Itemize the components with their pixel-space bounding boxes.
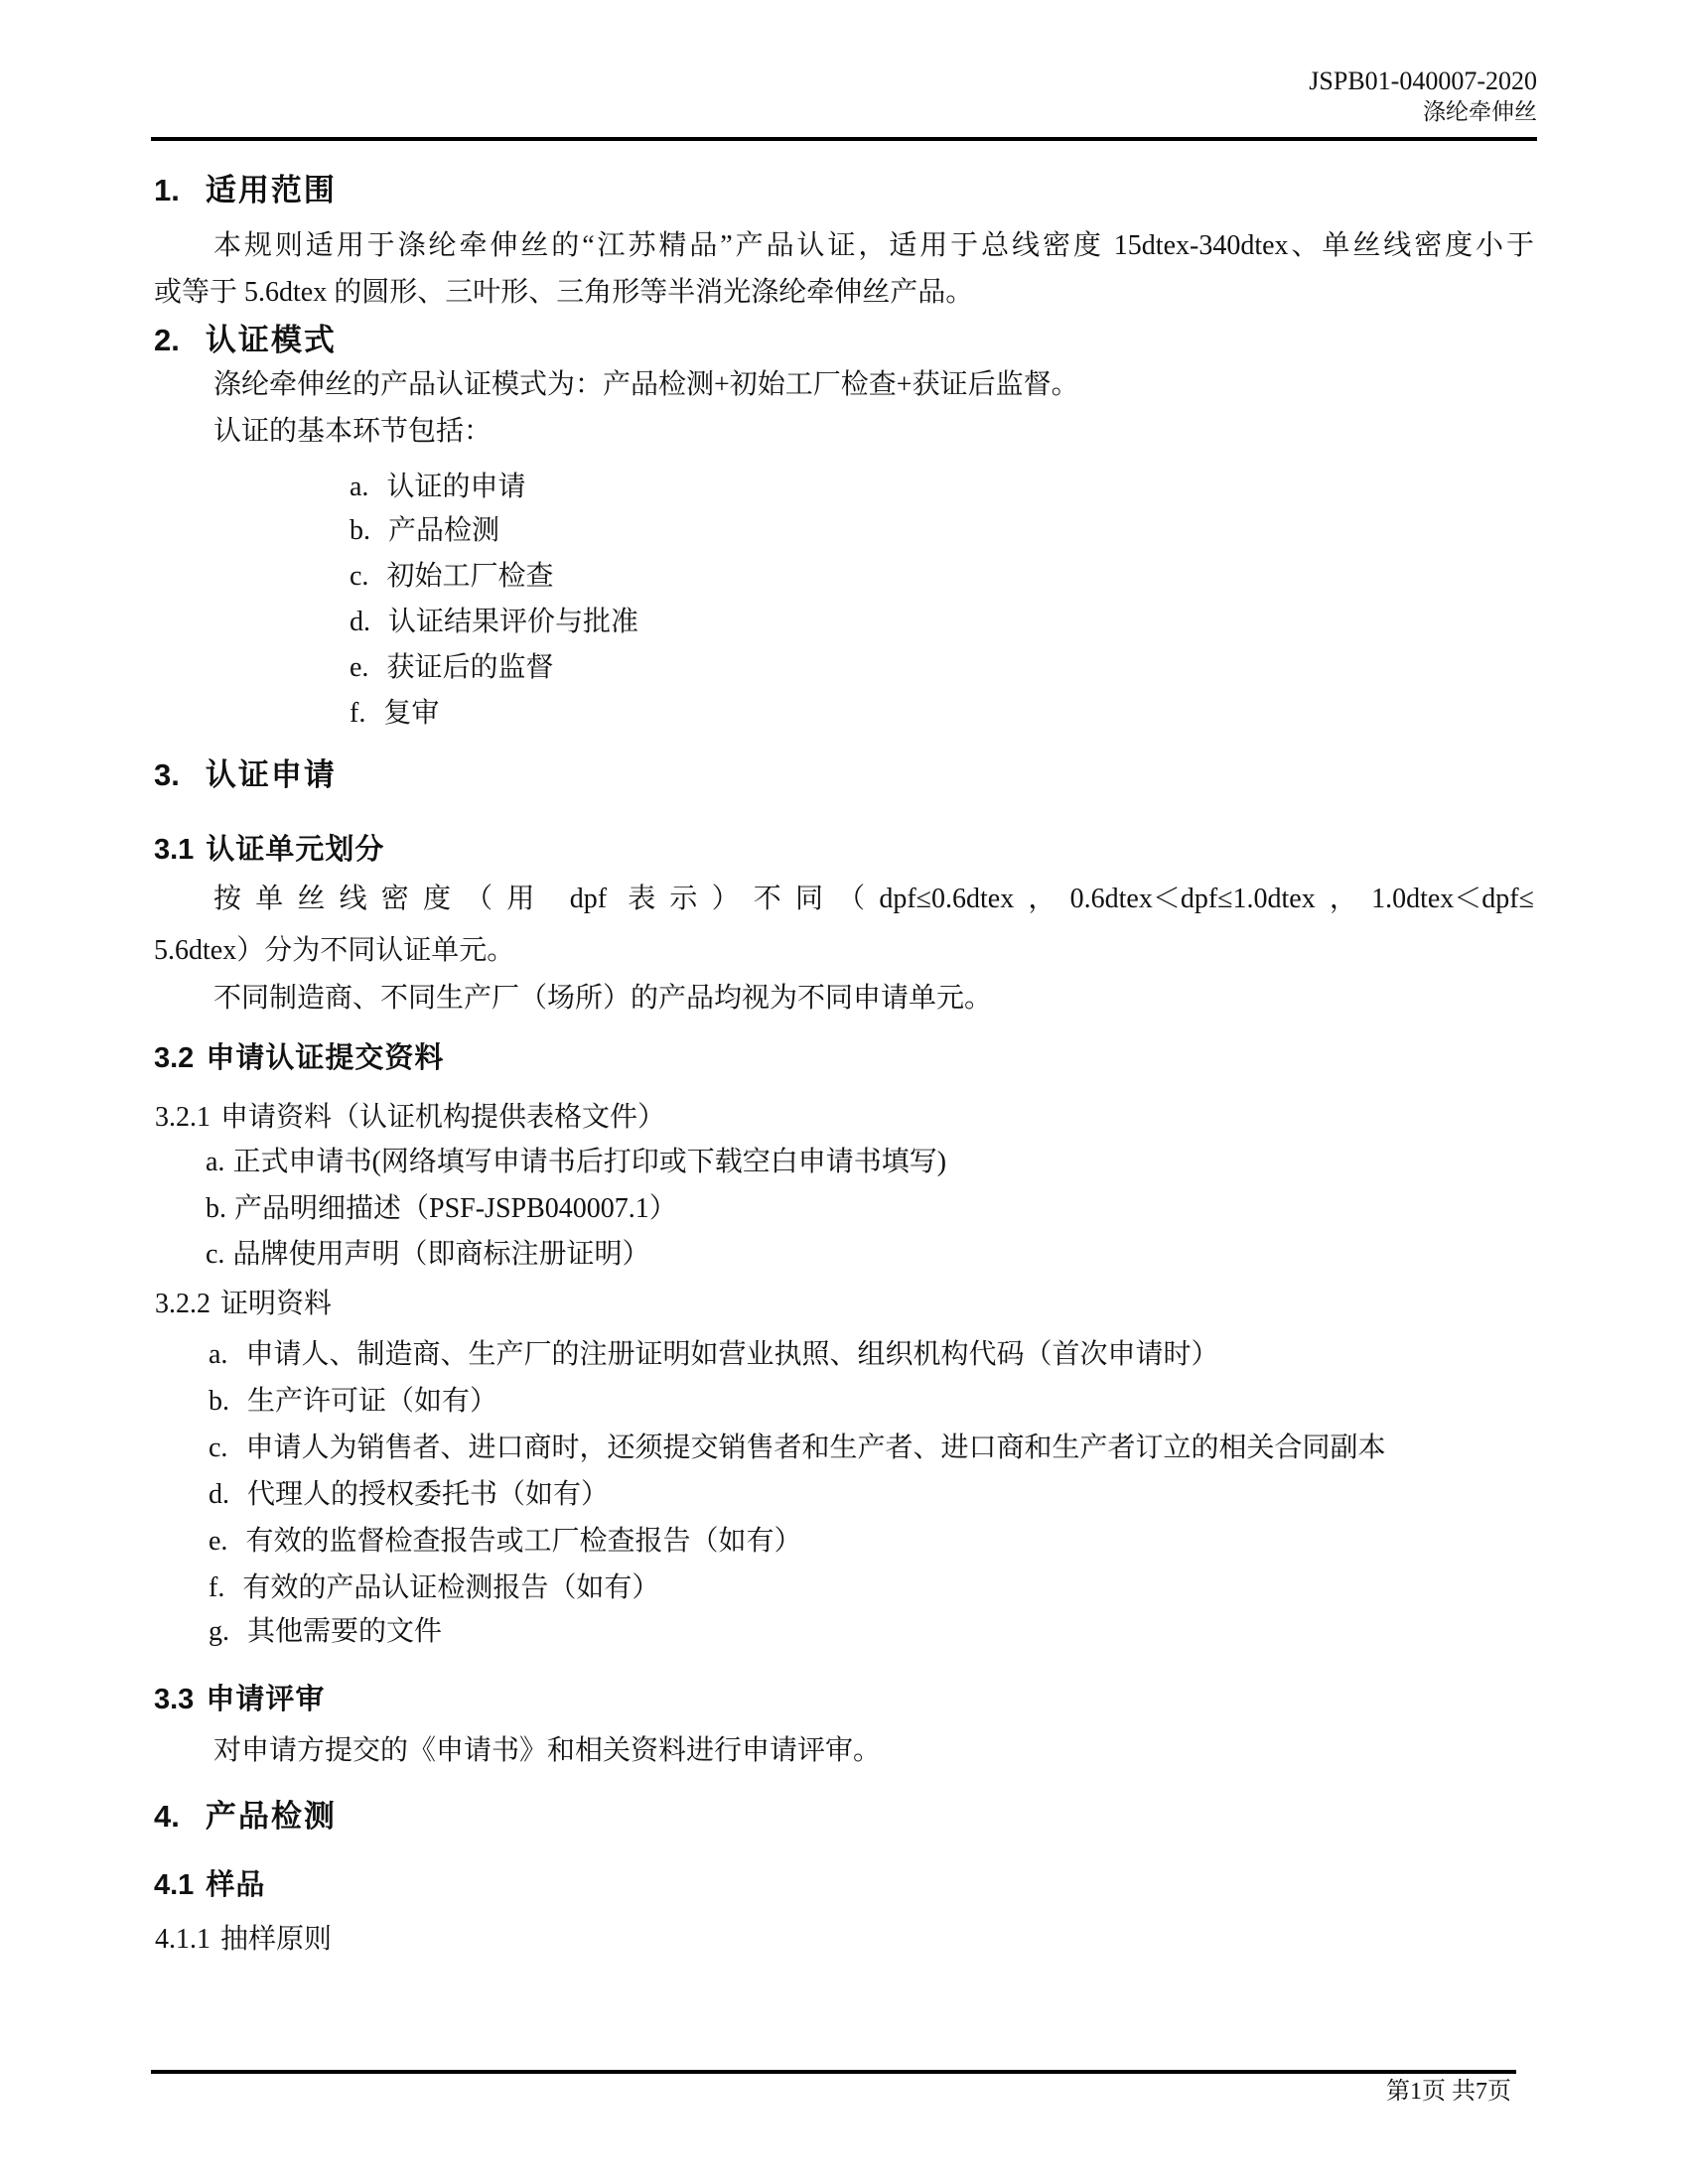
item-marker: a. [209, 1339, 228, 1370]
item-text: 申请评审 [206, 1684, 326, 1715]
list-item [350, 697, 439, 731]
item-marker: b. [206, 1193, 226, 1224]
item-text: 证明资料 [220, 1289, 333, 1319]
item-text: 认证申请 [205, 757, 337, 792]
item-marker: c. [350, 561, 369, 592]
item-text: 申请资料（认证机构提供表格文件） [220, 1102, 666, 1133]
item-marker: c. [209, 1433, 228, 1463]
item-marker: e. [350, 652, 369, 683]
item-text: 申请认证提交资料 [206, 1042, 445, 1074]
item-marker: e. [209, 1526, 228, 1557]
item-text: 认证单元划分 [206, 834, 385, 866]
section-heading [154, 322, 337, 359]
item-marker: 2. [154, 323, 180, 357]
item-marker: g. [209, 1616, 229, 1647]
item-text: 初始工厂检查 [386, 561, 554, 592]
subsection-heading [154, 1867, 265, 1903]
item-text: 产品明细描述（PSF-JSPB040007.1） [234, 1193, 677, 1224]
list-item [206, 1238, 649, 1272]
item-text: 申请人、制造商、生产厂的注册证明如营业执照、组织机构代码（首次申请时） [245, 1339, 1219, 1370]
paragraph-line: 5.6dtex）分为不同认证单元。 [154, 935, 515, 966]
item-marker: 3.1 [154, 834, 195, 866]
section-heading [154, 172, 337, 209]
item-text: 有效的监督检查报告或工厂检查报告（如有） [245, 1526, 802, 1557]
page-footer [1386, 2077, 1511, 2107]
clause-heading [155, 1101, 665, 1135]
item-marker: 4.1 [154, 1869, 195, 1901]
paragraph-line: 涤纶牵伸丝的产品认证模式为：产品检测+初始工厂检查+获证后监督。 [213, 369, 1079, 400]
item-text: 产品检测 [388, 515, 500, 546]
header-divider [151, 137, 1537, 141]
item-text: 抽样原则 [220, 1924, 333, 1955]
item-text: 适用范围 [205, 173, 337, 207]
item-text: 获证后的监督 [386, 652, 554, 683]
item-text: 申请人为销售者、进口商时，还须提交销售者和生产者、进口商和生产者订立的相关合同副本 [245, 1433, 1386, 1463]
item-text: 生产许可证（如有） [247, 1386, 498, 1417]
clause-heading [155, 1923, 332, 1957]
list-item [209, 1615, 442, 1649]
list-item [350, 514, 499, 548]
item-marker: d. [209, 1479, 229, 1510]
item-marker: 3. [154, 757, 180, 792]
item-marker: d. [350, 607, 370, 637]
list-item [350, 651, 553, 685]
paragraph-line: 或等于 5.6dtex 的圆形、三叶形、三角形等半消光涤纶牵伸丝产品。 [154, 277, 974, 308]
list-item [350, 471, 525, 504]
list-item [209, 1478, 609, 1512]
list-item [350, 560, 553, 594]
item-text: 品牌使用声明（即商标注册证明） [232, 1239, 650, 1270]
paragraph-line: 不同制造商、不同生产厂（场所）的产品均视为不同申请单元。 [213, 983, 993, 1014]
item-marker: 3.2 [154, 1042, 195, 1074]
list-item [209, 1338, 1218, 1372]
page-header [1309, 66, 1537, 127]
item-marker: 3.3 [154, 1684, 195, 1715]
item-marker: a. [206, 1147, 225, 1177]
item-text: 样品 [206, 1869, 266, 1901]
item-marker: 4. [154, 1799, 180, 1834]
list-item [209, 1385, 497, 1419]
document-code: JSPB01-040007-2020 [1309, 67, 1537, 95]
item-marker: b. [209, 1386, 229, 1417]
page-number: 第1页 共7页 [1386, 2079, 1511, 2105]
paragraph-line: 对申请方提交的《申请书》和相关资料进行申请评审。 [213, 1735, 882, 1766]
item-marker: 3.2.2 [155, 1289, 211, 1319]
list-item [209, 1571, 659, 1605]
item-text: 产品检测 [205, 1799, 337, 1834]
item-text: 复审 [383, 698, 440, 729]
subsection-heading [154, 832, 384, 868]
item-marker: 4.1.1 [155, 1924, 211, 1955]
footer-divider [151, 2070, 1516, 2074]
item-text: 认证模式 [205, 323, 337, 357]
paragraph-line: 本规则适用于涤纶牵伸丝的“江苏精品”产品认证，适用于总线密度 15dtex-340dtex、单丝线密度小于 [213, 230, 1534, 261]
item-marker: f. [209, 1572, 225, 1603]
list-item [206, 1146, 946, 1179]
item-text: 认证的申请 [386, 472, 526, 502]
item-marker: f. [350, 698, 366, 729]
item-text: 正式申请书(网络填写申请书后打印或下载空白申请书填写) [232, 1147, 947, 1177]
subsection-heading [154, 1682, 325, 1717]
list-item [209, 1525, 801, 1559]
item-marker: 3.2.1 [155, 1102, 211, 1133]
paragraph-line: 认证的基本环节包括： [213, 416, 492, 447]
paragraph-line: 按单丝线密度（用 dpf 表示）不同（dpf≤0.6dtex，0.6dtex＜dpf≤1.0dtex，1.0dtex＜dpf≤ [213, 884, 1534, 914]
item-text: 代理人的授权委托书（如有） [247, 1479, 610, 1510]
item-marker: c. [206, 1239, 225, 1270]
list-item [350, 606, 638, 639]
section-heading [154, 1798, 337, 1836]
item-text: 认证结果评价与批准 [388, 607, 639, 637]
item-marker: a. [350, 472, 369, 502]
subsection-heading [154, 1040, 444, 1076]
item-marker: 1. [154, 173, 180, 207]
section-heading [154, 756, 337, 794]
item-marker: b. [350, 515, 370, 546]
list-item [206, 1192, 677, 1226]
document-subject: 涤纶牵伸丝 [1423, 99, 1537, 124]
list-item [209, 1432, 1385, 1465]
clause-heading [155, 1288, 332, 1321]
item-text: 有效的产品认证检测报告（如有） [242, 1572, 660, 1603]
item-text: 其他需要的文件 [247, 1616, 443, 1647]
